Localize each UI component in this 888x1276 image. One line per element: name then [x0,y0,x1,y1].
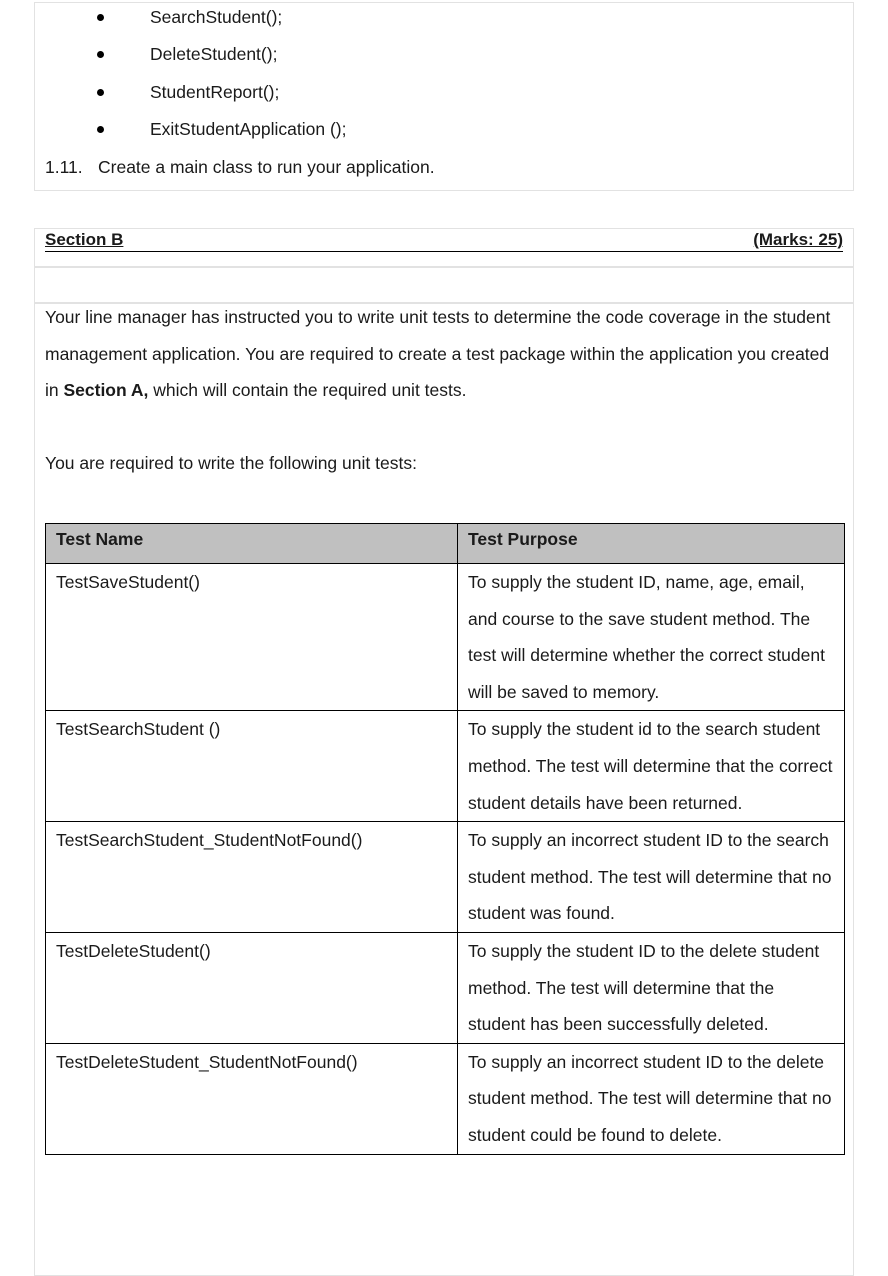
column-header-test-purpose: Test Purpose [458,524,845,564]
intro-text-end: which will contain the required unit tests. [148,380,467,401]
test-purpose-cell: To supply an incorrect student ID to the search student method. The test will determine that no student was found. [458,822,845,933]
test-purpose-cell: To supply the student id to the search student method. The test will determine that the correct student details have been returned. [458,711,845,822]
test-name-cell: TestDeleteStudent() [46,932,458,1043]
intro-bold-text: Section A, [63,380,149,401]
table-header-row [46,524,845,564]
section-header [45,228,843,252]
table-row [46,932,845,1043]
table-row [46,1043,845,1154]
test-name-cell: TestSearchStudent () [46,711,458,822]
test-name-cell: TestSaveStudent() [46,564,458,711]
section-title: Section B [45,230,124,249]
list-item-text: SearchStudent(); [150,7,283,27]
test-name-cell: TestDeleteStudent_StudentNotFound() [46,1043,458,1154]
table-row [46,711,845,822]
section-marks: (Marks: 25) [753,230,843,249]
instruction-text: You are required to write the following unit tests: [45,453,417,473]
bullet-icon [97,89,104,96]
numbered-item-text: Create a main class to run your application. [98,157,435,177]
bullet-icon [97,51,104,58]
numbered-item [45,153,435,181]
list-item-text: DeleteStudent(); [150,44,278,64]
unit-tests-table [45,523,845,1155]
table-row [46,564,845,711]
numbered-item-number: 1.11. [45,157,83,177]
list-item-text: ExitStudentApplication (); [150,119,347,139]
test-name-cell: TestSearchStudent_StudentNotFound() [46,822,458,933]
test-purpose-cell: To supply the student ID, name, age, email, and course to the save student method. The test will determine whether the correct student will be saved to memory. [458,564,845,711]
table-row [46,822,845,933]
intro-text: Your line manager has instructed you to write unit tests to determine the code coverage in the student management application. You are required to create a test package within the application you created in [45,307,831,401]
section-content-frame [34,267,854,303]
column-header-test-name: Test Name [46,524,458,564]
test-purpose-cell: To supply the student ID to the delete student method. The test will determine that the student has been successfully deleted. [458,932,845,1043]
bullet-icon [97,14,104,21]
test-purpose-cell: To supply an incorrect student ID to the delete student method. The test will determine that no student could be found to delete. [458,1043,845,1154]
list-item-text: StudentReport(); [150,82,280,102]
bullet-icon [97,126,104,133]
intro-paragraph [45,299,845,409]
